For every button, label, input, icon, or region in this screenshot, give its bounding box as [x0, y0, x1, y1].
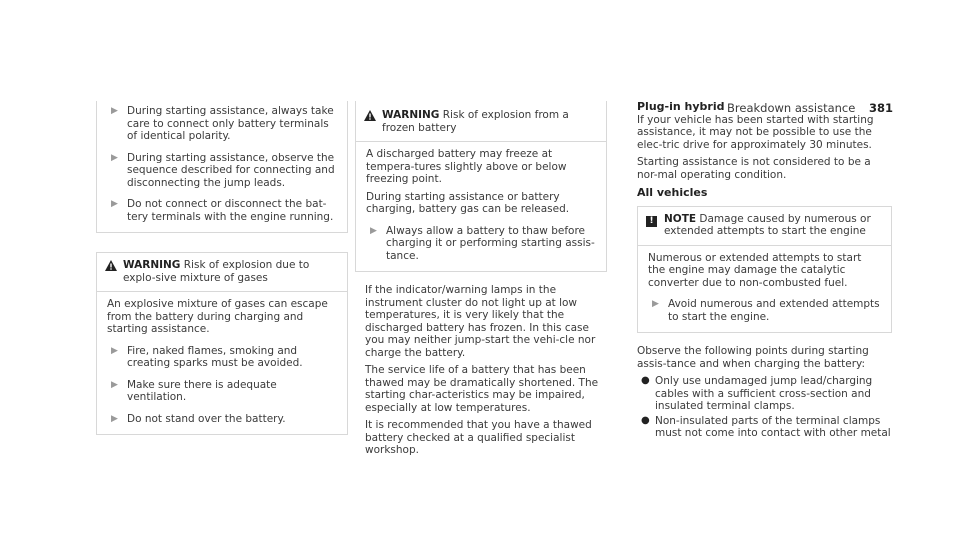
list-item: ▶ Fire, naked flames, smoking and creating sparks must be avoided. — [107, 345, 337, 370]
continued-box — [96, 101, 348, 233]
list-item: ▶ Do not stand over the battery. — [107, 413, 337, 426]
column-2 — [355, 101, 607, 462]
warning-text: During starting assistance or battery charging, battery gas can be released. — [366, 190, 570, 215]
warning-body — [356, 142, 606, 271]
note-header — [638, 207, 891, 246]
paragraph: If your vehicle has been started with starting assistance, it may not be possible to use the elec-tric drive for approximately 30 minutes. — [637, 113, 874, 151]
list-item: ● Only use undamaged jump lead/charging cables with a sufficient cross-section and insulated terminal clamps. — [637, 375, 892, 413]
heading-plug-in-hybrid: Plug-in hybrid — [637, 100, 725, 113]
bullet-dot-icon: ● — [641, 414, 650, 426]
paragraph: The service life of a battery that has been thawed may be dramatically shortened. The starting char-acteristics may be impaired, especially at low temperatures. — [365, 364, 599, 414]
list-item: ▶ During starting assistance, always take care to connect only battery terminals of identical polarity. — [107, 105, 337, 143]
note-box — [637, 206, 892, 334]
paragraph: Observe the following points during starting assis-tance and when charging the battery: — [637, 345, 869, 370]
warning-box — [355, 101, 607, 272]
note-body — [638, 246, 891, 333]
column-3 — [637, 101, 892, 440]
note-keyword: NOTE — [664, 212, 697, 225]
heading-all-vehicles: All vehicles — [637, 186, 708, 199]
page-number: 381 — [868, 101, 893, 115]
list-item: ● Non-insulated parts of the terminal clamps must not come into contact with other metal — [637, 415, 892, 440]
arrow-right-icon: ▶ — [111, 345, 118, 356]
warning-title: Risk of explosion due to explo-sive mixture of gases — [123, 259, 310, 284]
warning-text: An explosive mixture of gases can escape from the battery during charging and starting assistance. — [107, 298, 328, 335]
list-item: ▶ During starting assistance, observe the sequence described for connecting and disconnecting the jump leads. — [107, 152, 337, 190]
warning-text: A discharged battery may freeze at tempera-tures slightly above or below freezing point. — [366, 148, 567, 185]
warning-keyword: WARNING — [382, 109, 440, 121]
warning-triangle-icon — [105, 259, 123, 284]
warning-triangle-icon — [364, 109, 382, 134]
list-item: ▶ Always allow a battery to thaw before charging it or performing starting assis-tance. — [366, 225, 596, 263]
list-item: ▶ Make sure there is adequate ventilation. — [107, 379, 337, 404]
warning-box — [96, 252, 348, 435]
paragraph: If the indicator/warning lamps in the instrument cluster do not light up at low temperatures, it is very likely that the discharged battery has frozen. In this case you may neither jump-start the vehi-cle nor charge the battery. — [365, 284, 596, 359]
warning-header — [356, 101, 606, 142]
note-text: Numerous or extended attempts to start the engine may damage the catalytic converter due to non-combusted fuel. — [648, 251, 862, 289]
warning-body — [97, 292, 347, 434]
warning-keyword: WARNING — [123, 259, 181, 271]
arrow-right-icon: ▶ — [652, 299, 659, 309]
warning-title: Risk of explosion from a frozen battery — [382, 109, 569, 134]
warning-header — [97, 253, 347, 292]
paragraph: It is recommended that you have a thawed battery checked at a qualified specialist workshop. — [365, 419, 592, 456]
arrow-right-icon: ▶ — [111, 413, 118, 424]
column-1 — [96, 101, 348, 435]
bullet-dot-icon: ● — [641, 375, 650, 386]
list-item: ▶ Do not connect or disconnect the bat-tery terminals with the engine running. — [107, 198, 337, 223]
arrow-right-icon: ▶ — [111, 106, 118, 116]
list-item: ▶ Avoid numerous and extended attempts to start the engine. — [648, 298, 881, 323]
section-title: Breakdown assistance — [727, 101, 856, 115]
arrow-right-icon: ▶ — [111, 379, 118, 390]
exclamation-box-icon: ! — [646, 213, 664, 238]
arrow-right-icon: ▶ — [111, 152, 118, 163]
paragraph: Starting assistance is not considered to be a nor-mal operating condition. — [637, 156, 871, 181]
arrow-right-icon: ▶ — [111, 199, 118, 209]
arrow-right-icon: ▶ — [370, 225, 377, 236]
note-title: Damage caused by numerous or extended attempts to start the engine — [664, 212, 871, 237]
